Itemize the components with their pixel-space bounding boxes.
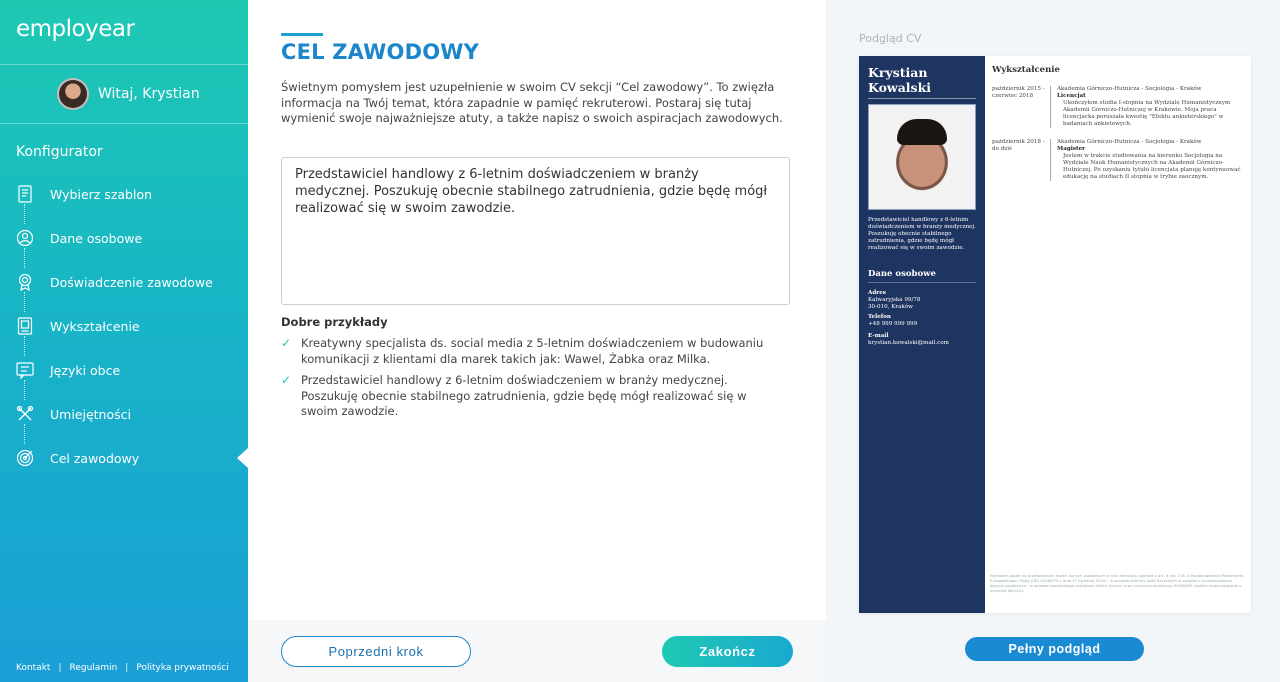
sidebar-divider	[0, 123, 248, 124]
footer-links	[16, 663, 229, 673]
sidebar-item-skills[interactable]	[0, 392, 248, 436]
cv-phone	[868, 314, 978, 328]
example-item	[281, 373, 781, 420]
cv-address-line: Kalwaryjska 99/78	[868, 297, 921, 303]
cv-preview[interactable]	[859, 56, 1251, 613]
cv-gdpr-clause: Wyrażam zgodę na przetwarzanie moich danych osobowych w celu rekrutacji zgodnie z art. 6 ust. 1 lit. a Rozporządzenia Parlamentu Europejskiego i Rady (UE) 2016/679 z dnia 27 kwietnia 2016 r. w sprawie ochrony osób fizycznych w związku z przetwarzaniem danych osobowych i w sprawie swobodnego przepływu takich danych oraz uchylenia dyrektywy 95/46/WE (ogólne rozporządzenie o ochronie danych).	[990, 573, 1244, 593]
step-label: Wybierz szablon	[50, 186, 153, 202]
page-title: CEL ZAWODOWY	[281, 40, 480, 64]
career-goal-textarea[interactable]: Przedstawiciel handlowy z 6-letnim doświadczeniem w branży medycznej. Poszukuję obecnie stabilnego zatrudnienia, gdzie będę mógł realizować się w swoim zawodzie.	[281, 157, 790, 305]
language-icon	[16, 361, 34, 379]
cv-last-name: Kowalski	[868, 80, 931, 95]
cv-divider	[868, 282, 976, 283]
cv-divider	[868, 98, 976, 99]
template-icon	[16, 185, 34, 203]
cv-address-label: Adres	[868, 290, 886, 296]
cv-education-date: październik 2018 - do dziś	[992, 139, 1045, 152]
sidebar-item-personal-data[interactable]	[0, 216, 248, 260]
cv-education-body	[1050, 139, 1244, 181]
step-label: Umiejętności	[50, 406, 131, 422]
target-icon	[16, 449, 34, 467]
privacy-link[interactable]: Polityka prywatności	[136, 663, 229, 673]
sidebar-item-experience[interactable]	[0, 260, 248, 304]
cv-name	[868, 65, 931, 95]
cv-education-entry	[992, 139, 1244, 181]
contact-link[interactable]: Kontakt	[16, 663, 51, 673]
step-label: Języki obce	[50, 362, 121, 378]
step-list	[0, 172, 248, 480]
intro-text: Świetnym pomysłem jest uzupełnienie w swoim CV sekcji “Cel zawodowy”. To zwięzła informacja na Twój temat, która zapadnie w pamięć rekruterowi. Postaraj się tutaj wymienić swoje najważniejsze atuty, a także napisz o swoich aspiracjach zawodowych.	[281, 80, 783, 125]
configurator-title: Konfigurator	[16, 144, 103, 160]
example-item	[281, 336, 781, 367]
greeting-text: Witaj, Krystian	[98, 86, 200, 102]
examples-title: Dobre przykłady	[281, 315, 388, 329]
main-panel	[248, 0, 826, 682]
finish-button[interactable]: Zakończ	[662, 636, 793, 667]
footer-separator: |	[58, 663, 62, 673]
avatar	[57, 78, 89, 110]
cv-photo	[868, 104, 976, 210]
examples-list	[281, 336, 781, 426]
document-icon	[16, 317, 34, 335]
cv-education-description: Ukończyłem studia I-stopnia na Wydziale Humanistycznym Akademii Górniczo-Hutniczej w Krakowie. Moja praca licencjacka poruszała kwestię "Efektu ankieterskiego" w badaniach ankietowych.	[1063, 100, 1231, 127]
example-text: Kreatywny specjalista ds. social media z 5-letnim doświadczeniem w budowaniu komunikacji z klientami dla marek takich jak: Wawel, Żabka oraz Milka.	[301, 336, 764, 366]
sidebar	[0, 0, 248, 682]
sidebar-item-career-goal[interactable]	[0, 436, 248, 480]
cv-address	[868, 290, 978, 311]
step-label: Dane osobowe	[50, 230, 143, 246]
sidebar-item-education[interactable]	[0, 304, 248, 348]
check-icon: ✓	[281, 373, 292, 387]
previous-step-button[interactable]: Poprzedni krok	[281, 636, 471, 667]
cv-phone-label: Telefon	[868, 314, 891, 320]
cv-education-body	[1050, 86, 1244, 128]
sidebar-item-template[interactable]	[0, 172, 248, 216]
award-icon	[16, 273, 34, 291]
cv-education-school: Akademia Górniczo-Hutnicza - Socjologia - Kraków	[1057, 139, 1202, 145]
person-icon	[16, 229, 34, 247]
step-label: Cel zawodowy	[50, 450, 140, 466]
cv-education-description: Jestem w trakcie studiowania na kierunku Socjologia na Wydziale Nauk Humanistycznych na Akademii Górniczo-Hutniczej. Po uzyskaniu tytułu licencjata planuję kontynuować edukację na studiach II stopnia w trybie zaocznym.	[1063, 153, 1241, 180]
cv-education-entry	[992, 86, 1244, 128]
cv-education-title: Wykształcenie	[992, 65, 1060, 75]
cv-education-degree: Magister	[1057, 146, 1086, 152]
cv-personal-title: Dane osobowe	[868, 269, 936, 279]
example-text: Przedstawiciel handlowy z 6-letnim doświadczeniem w branży medycznej. Poszukuję obecnie stabilnego zatrudnienia, gdzie będę mógł realizować się w swoim zawodzie.	[301, 373, 747, 418]
active-step-indicator	[237, 448, 248, 468]
cv-address-line: 30-010, Kraków	[868, 304, 913, 310]
title-accent	[281, 33, 323, 36]
sidebar-divider	[0, 64, 248, 65]
step-label: Wykształcenie	[50, 318, 140, 334]
footer-separator: |	[125, 663, 129, 673]
cv-sidebar	[859, 56, 985, 613]
preview-label: Podgląd CV	[859, 32, 922, 45]
cv-education-degree: Licencjat	[1057, 93, 1086, 99]
cv-email-value: krystian.kowalski@mail.com	[868, 340, 949, 346]
tools-icon	[16, 405, 34, 423]
cv-phone-value: +48 999 999 999	[868, 321, 918, 327]
cv-objective: Przedstawiciel handlowy z 6-letnim doświadczeniem w branży medycznej. Poszukuję obecnie stabilnego zatrudnienia, gdzie będę mógł realizować się w swoim zawodzie.	[868, 217, 976, 251]
cv-education-date: październik 2015 - czerwiec 2018	[992, 86, 1045, 99]
cv-education-school: Akademia Górniczo-Hutnicza - Socjologia - Kraków	[1057, 86, 1202, 92]
employear-logo[interactable]: employear	[16, 16, 135, 42]
cv-email	[868, 333, 978, 347]
full-preview-button[interactable]: Pełny podgląd	[965, 637, 1144, 661]
sidebar-item-languages[interactable]	[0, 348, 248, 392]
user-greeting[interactable]	[57, 78, 200, 110]
cv-email-label: E-mail	[868, 333, 889, 339]
terms-link[interactable]: Regulamin	[69, 663, 118, 673]
check-icon: ✓	[281, 336, 292, 350]
cv-first-name: Krystian	[868, 65, 928, 80]
step-label: Doświadczenie zawodowe	[50, 274, 213, 290]
